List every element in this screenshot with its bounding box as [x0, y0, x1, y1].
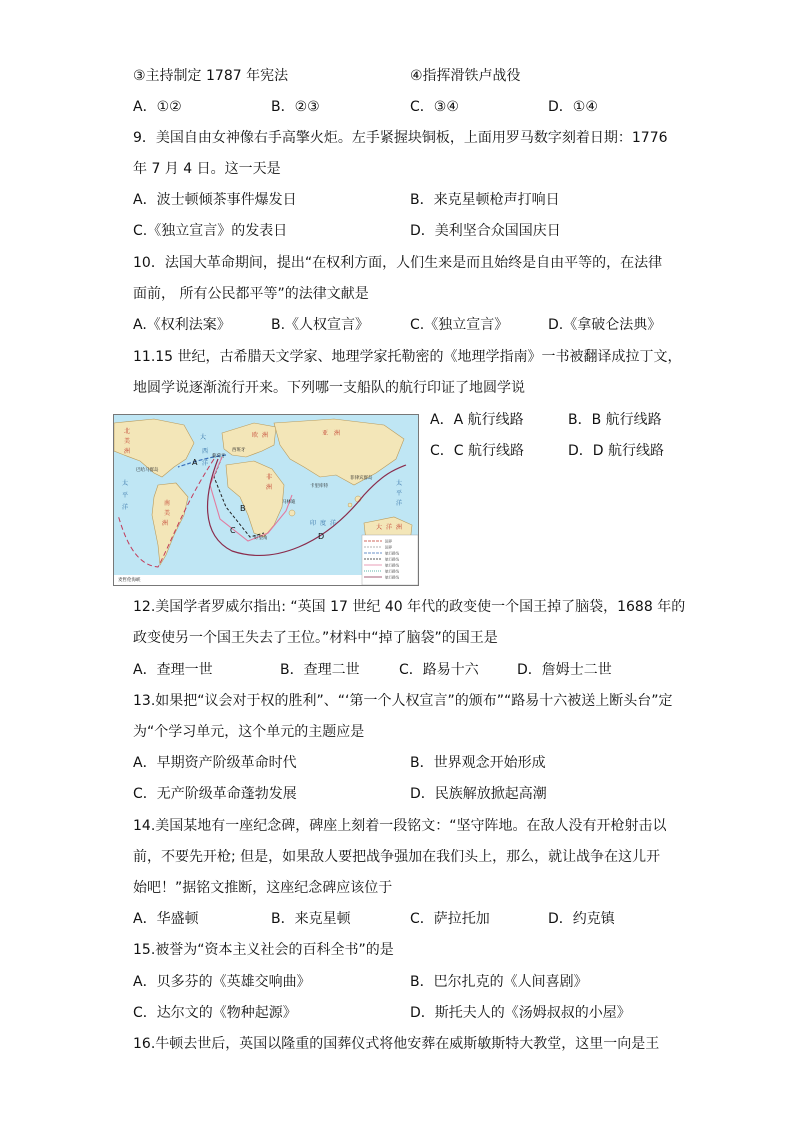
q14-stem-line-3: 始吧！”据铭文推断，这座纪念碑应该位于 [133, 880, 393, 896]
q13-stem-line-2: 为“个学习单元，这个单元的主题应是 [133, 724, 365, 740]
map-label-spain: 西班牙 [232, 448, 246, 453]
q12-option-a: A．查理一世 [133, 662, 213, 678]
q13-option-d: D．民族解放掀起高潮 [410, 786, 547, 802]
q12-option-c: C．路易十六 [399, 662, 479, 678]
legend-label-2: 国界 [385, 545, 392, 550]
legend-label-6: 航行路线 [385, 569, 399, 574]
q11-option-d: D．D 航行线路 [568, 443, 665, 459]
map-label-atlantic-2: 西 [202, 448, 209, 455]
q11-option-c: C．C 航行线路 [430, 443, 525, 459]
map-label-europe-2: 洲 [262, 432, 269, 439]
map-label-atlantic-3: 洋 [202, 460, 209, 467]
map-label-magellan-strait: 麦哲伦海峡 [118, 578, 141, 583]
map-label-south-america-1: 南 [164, 500, 171, 507]
q9-option-b: B．来克星顿枪声打响日 [410, 192, 560, 208]
legend-label-3: 航行路线 [385, 551, 399, 556]
map-label-oceania-2: 洋 [386, 524, 393, 531]
q10-option-b: B.《人权宣言》 [271, 317, 370, 333]
map-label-oceania-1: 大 [376, 524, 383, 531]
legend-label-4: 航行路线 [385, 557, 399, 562]
q9-option-d: D．美利坚合众国国庆日 [410, 223, 561, 239]
route-letter-a: A [192, 458, 198, 467]
map-label-malindi: 马林迪 [282, 500, 296, 505]
q15-option-d: D．斯托夫人的《汤姆叔叔的小屋》 [410, 1005, 631, 1021]
map-legend [362, 535, 418, 585]
q12-stem-line-1: 12.美国学者罗威尔指出: “英国 17 世纪 40 年代的政变使一个国王掉了脑袋，1688 年的 [133, 599, 686, 615]
map-label-north-america-3: 洲 [124, 448, 131, 455]
map-label-asia-2: 洲 [334, 430, 341, 437]
asia-landmass [274, 419, 404, 485]
q15-option-a: A．贝多芬的《英雄交响曲》 [133, 974, 311, 990]
q15-option-c: C．达尔文的《物种起源》 [133, 1005, 297, 1021]
q8-item-4: ④指挥滑铁卢战役 [410, 68, 521, 84]
map-label-north-america-2: 美 [124, 438, 131, 445]
map-label-pacific-east-2: 平 [396, 490, 403, 497]
q13-stem-line-1: 13.如果把“议会对于权的胜利”、“‘第一个人权宣言”的颁布”“路易十六被送上断头台”定 [133, 693, 673, 709]
legend-label-1: 国界 [385, 539, 392, 544]
q13-option-c: C．无产阶级革命蓬勃发展 [133, 786, 297, 802]
map-label-pacific-east-3: 洋 [396, 500, 403, 507]
q12-stem-line-2: 政变使另一个国王失去了王位。”材料中“掉了脑袋”的国王是 [133, 630, 498, 646]
map-label-calicut: 卡里库特 [310, 484, 328, 489]
map-label-south-america-2: 美 [164, 510, 171, 517]
map-label-indian-3: 洋 [330, 520, 337, 527]
q15-stem-line-1: 15.被誉为“资本主义社会的百科全书”的是 [133, 942, 394, 958]
q9-option-a: A．波士顿倾茶事件爆发日 [133, 192, 297, 208]
q11-option-a: A．A 航行线路 [430, 412, 524, 428]
q11-stem-line-1: 11.15 世纪，古希腊天文学家、地理学家托勒密的《地理学指南》一书被翻译成拉丁文， [133, 349, 682, 365]
world-map-figure [113, 414, 419, 586]
q8-option-a: A．①② [133, 99, 182, 115]
map-label-bahamas: 巴哈马群岛 [136, 468, 159, 473]
map-label-asia-1: 亚 [322, 430, 329, 437]
q14-option-d: D．约克镇 [548, 911, 615, 927]
map-label-pacific-west-1: 太 [122, 480, 129, 487]
q11-option-b: B．B 航行线路 [568, 412, 662, 428]
q8-option-c: C．③④ [410, 99, 459, 115]
map-label-indian-1: 印 [310, 520, 317, 527]
map-label-atlantic-1: 大 [200, 434, 207, 441]
q14-option-a: A．华盛顿 [133, 911, 199, 927]
legend-label-5: 航行路线 [385, 563, 399, 568]
q15-option-b: B．巴尔扎克的《人间喜剧》 [410, 974, 588, 990]
map-label-south-america-3: 洲 [162, 520, 169, 527]
q10-stem-line-2: 面前， 所有公民都平等”的法律文献是 [133, 286, 369, 302]
route-letter-c: C [230, 526, 236, 535]
q9-stem-line-1: 9．美国自由女神像右手高擎火炬。左手紧握块铜板，上面用罗马数字刻着日期：1776 [133, 130, 668, 146]
map-label-africa-2: 洲 [266, 484, 273, 491]
q13-option-a: A．早期资产阶级革命时代 [133, 755, 297, 771]
q14-option-b: B．来克星顿 [271, 911, 351, 927]
map-label-europe-1: 欧 [252, 432, 259, 439]
map-label-africa-1: 非 [266, 474, 273, 481]
q8-item-3: ③主持制定 1787 年宪法 [133, 68, 289, 84]
q8-option-d: D．①④ [548, 99, 598, 115]
map-label-pacific-east-1: 太 [396, 480, 403, 487]
map-label-portugal: 葡萄牙 [212, 454, 226, 459]
legend-label-7: 航行路线 [385, 575, 399, 580]
route-letter-d: D [318, 532, 325, 541]
q9-stem-line-2: 年 7 月 4 日。这一天是 [133, 161, 281, 177]
map-label-oceania-3: 洲 [396, 524, 403, 531]
q8-option-b: B．②③ [271, 99, 320, 115]
q12-option-d: D．詹姆士二世 [517, 662, 612, 678]
q10-option-c: C.《独立宣言》 [410, 317, 509, 333]
q9-option-c: C.《独立宣言》的发表日 [133, 223, 288, 239]
q14-option-c: C．萨拉托加 [410, 911, 490, 927]
q12-option-b: B．查理二世 [280, 662, 360, 678]
island-dots [289, 496, 361, 516]
route-letter-b: B [240, 504, 246, 513]
navigation-routes-map [114, 415, 418, 585]
q16-stem-line-1: 16.牛顿去世后，英国以隆重的国葬仪式将他安葬在威斯敏斯特大教堂，这里一向是王 [133, 1036, 660, 1052]
south-america-landmass [152, 483, 188, 565]
map-label-pacific-west-3: 洋 [122, 504, 129, 511]
europe-landmass [222, 423, 276, 457]
q10-option-a: A.《权利法案》 [133, 317, 231, 333]
map-label-indian-2: 度 [320, 520, 327, 527]
q14-stem-line-1: 14.美国某地有一座纪念碑，碑座上刻着一段铭文：“坚守阵地。在敌人没有开枪射击以 [133, 818, 667, 834]
q10-stem-line-1: 10．法国大革命期间，提出“在权利方面，人们生来是而且始终是自由平等的，在法律 [133, 255, 663, 271]
map-label-north-america-1: 北 [124, 428, 131, 435]
q10-option-d: D.《拿破仑法典》 [548, 317, 662, 333]
q13-option-b: B．世界观念开始形成 [410, 755, 546, 771]
q11-stem-line-2: 地圆学说逐渐流行开来。下列哪一支船队的航行印证了地圆学说 [133, 380, 525, 396]
q14-stem-line-2: 前，不要先开枪; 但是，如果敌人要把战争强加在我们头上，那么，就让战争在这儿开 [133, 849, 661, 865]
map-label-pacific-west-2: 平 [122, 492, 129, 499]
map-label-cape-of-good-hope: 好望角 [254, 536, 268, 541]
map-label-philippines: 菲律宾群岛 [350, 476, 373, 481]
